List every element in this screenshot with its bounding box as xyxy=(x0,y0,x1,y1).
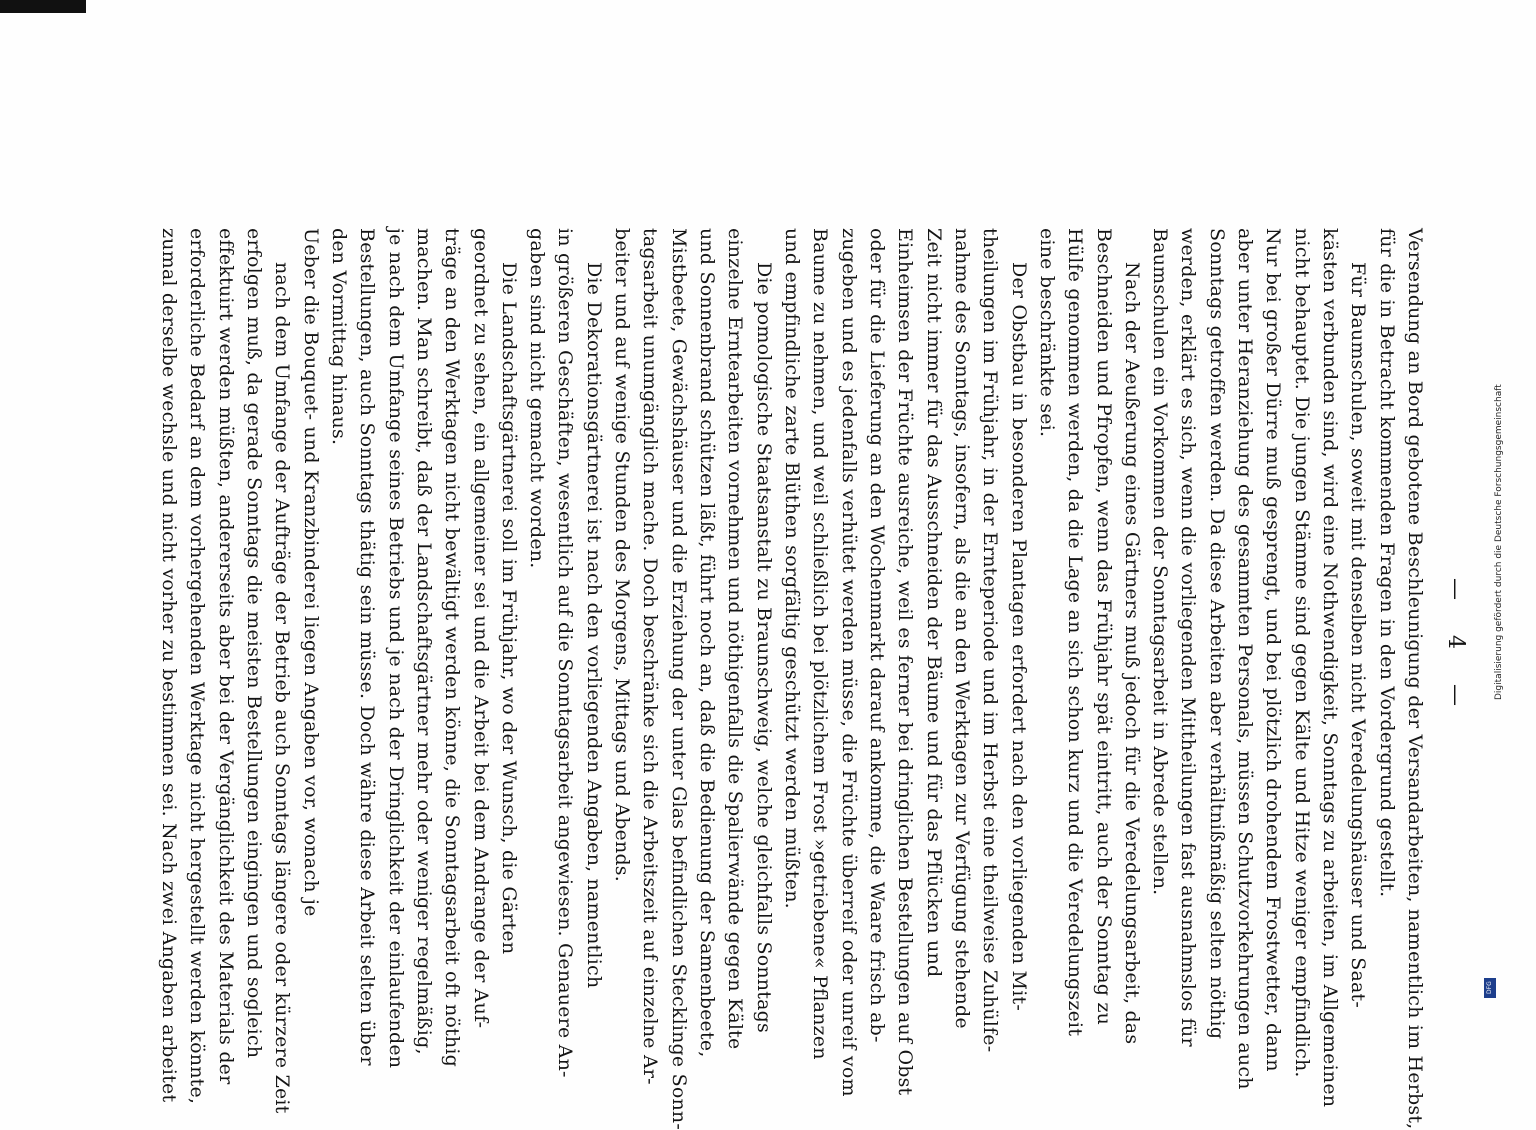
text-line: Hülfe genommen werden, da die Lage an sich schon kurz und die Veredelungszeit xyxy=(1064,228,1087,1037)
text-line: Die pomologische Staatsanstalt zu Braunschweig, welche gleichfalls Sonntags xyxy=(752,262,775,1033)
corner-scan-mark xyxy=(0,0,86,13)
text-line: machen. Man schreibt, daß der Landschaftsgärtner mehr oder weniger regelmäßig, xyxy=(412,228,435,1055)
text-line: Nur bei großer Dürre muß gesprengt, und bei plötzlich drohendem Frostwetter, dann xyxy=(1262,228,1285,1072)
page-number: — 4 — xyxy=(1443,578,1468,720)
text-line: träge an den Werktagen nicht bewältigt werden könne, die Sonntagsarbeit oft nöthig xyxy=(441,228,464,1067)
text-line: erfolgen muß, da gerade Sonntags die meisten Bestellungen eingingen und sogleich xyxy=(242,228,265,1059)
text-line: einzelne Erntearbeiten vornehmen und nöthigenfalls die Spalierwände gegen Kälte xyxy=(724,228,747,1050)
text-line: nicht behauptet. Die jungen Stämme sind gegen Kälte und Hitze weniger empfindlich. xyxy=(1290,228,1313,1078)
text-line: geordnet zu sehen, ein allgemeiner sei und die Arbeit bei dem Andrange der Auf- xyxy=(469,228,492,1029)
text-line: werden, erklärt es sich, wenn die vorliegenden Mittheilungen fast ausnahmslos für xyxy=(1177,228,1200,1047)
text-line: Versendung an Bord gebotene Beschleunigung der Versandarbeiten, namentlich im Herbst, xyxy=(1404,228,1426,1130)
text-line: Einheimsen der Früchte ausreiche, weil es ferner bei dringlichen Bestellungen auf Obst xyxy=(894,228,917,1096)
text-line: zugeben und es jedenfalls verhütet werden müsse, die Früchte überreif oder unreif vom xyxy=(837,228,860,1097)
text-line: Nach der Aeußerung eines Gärtners muß jedoch für die Veredelungsarbeit, das xyxy=(1120,262,1143,1045)
text-line: je nach dem Umfange seines Betriebs und je nach der Dringlichkeit der einlaufenden xyxy=(384,228,407,1069)
text-line: den Vormittag hinaus. xyxy=(327,228,350,446)
text-line: gaben sind nicht gemacht worden. xyxy=(526,228,549,569)
text-line: eine beschränkte sei. xyxy=(1035,228,1058,438)
text-line: und Sonnenbrand schützen läßt, führt noch an, daß die Bedienung der Samenbeete, xyxy=(696,228,719,1058)
text-line: tagsarbeit unumgänglich mache. Doch beschränke sich die Arbeitszeit auf einzelne Ar- xyxy=(639,228,662,1085)
text-line: kästen verbunden sind, wird eine Nothwendigkeit, Sonntags zu arbeiten, im Allgemeinen xyxy=(1319,228,1342,1108)
text-line: beiter und auf wenige Stunden des Morgens, Mittags und Abends. xyxy=(611,228,634,882)
text-line: aber unter Heranziehung des gesammten Personals, müssen Schutzvorkehrungen auch xyxy=(1234,228,1257,1090)
text-line: theilungen im Frühjahr, in der Ernteperiode und im Herbst eine theilweise Zuhülfe- xyxy=(979,228,1002,1053)
text-line: Sonntags getroffen werden. Da diese Arbeiten aber verhältnißmäßig selten nöthig xyxy=(1205,228,1228,1040)
text-line: Mistbeete, Gewächshäuser und die Erziehung der unter Glas befindlichen Stecklinge Sonn- xyxy=(667,228,690,1130)
text-line: in größeren Geschäften, wesentlich auf die Sonntagsarbeit angewiesen. Genauere An- xyxy=(554,228,577,1078)
text-line: Ueber die Bouquet- und Kranzbinderei liegen Angaben vor, wonach je xyxy=(299,228,322,917)
text-line: zumal derselbe wechsle und nicht vorher zu bestimmen sei. Nach zwei Angaben arbeitet xyxy=(158,228,180,1103)
text-line: erforderliche Bedarf an dem vorhergehenden Werktage nicht hergestellt werden könnte, xyxy=(186,228,209,1105)
text-line: Der Obstbau in besonderen Plantagen erfordert nach den vorliegenden Mit- xyxy=(1007,262,1030,1011)
text-line: Zeit nicht immer für das Ausschneiden der Bäume und für das Pflücken und xyxy=(922,228,945,978)
text-line: nahme des Sonntags, insofern, als die an den Werktagen zur Verfügung stehende xyxy=(950,228,973,1029)
digitization-credit: Digitalisierung gefördert durch die Deutsche Forschungsgemeinschaft xyxy=(1494,384,1504,700)
text-line: oder für die Lieferung an den Wochenmarkt darauf ankomme, die Waare frisch ab- xyxy=(865,228,888,1043)
text-line: Bestellungen, auch Sonntags thätig sein müsse. Doch währe diese Arbeit selten über xyxy=(356,228,379,1066)
text-line: Die Landschaftsgärtnerei soll im Frühjahr, wo der Wunsch, die Gärten xyxy=(497,262,520,955)
dfg-logo-icon: DFG xyxy=(1484,978,1496,998)
text-line: nach dem Umfange der Aufträge der Betrieb auch Sonntags längere oder kürzere Zeit xyxy=(271,262,294,1114)
text-line: effektuirt werden müßten, andererseits aber bei der Vergänglichkeit des Materials der xyxy=(214,228,237,1085)
text-line: Die Dekorationsgärtnerei ist nach den vorliegenden Angaben, namentlich xyxy=(582,262,605,989)
text-line: Für Baumschulen, soweit mit denselben nicht Veredelungshäuser und Saat- xyxy=(1347,262,1370,1009)
text-line: Beschneiden und Pfropfen, wenn das Frühjahr spät eintritt, auch der Sonntag zu xyxy=(1092,228,1115,1026)
text-line: für die in Betracht kommenden Fragen in den Vordergrund gestellt. xyxy=(1375,228,1398,898)
text-line: Baumschulen ein Vorkommen der Sonntagsarbeit in Abrede stellen. xyxy=(1149,228,1172,896)
text-line: Baume zu nehmen, und weil schließlich bei plötzlichem Frost »getriebene« Pflanzen xyxy=(809,228,832,1060)
text-line: und empfindliche zarte Blüthen sorgfältig geschützt werden müßten. xyxy=(781,228,803,909)
